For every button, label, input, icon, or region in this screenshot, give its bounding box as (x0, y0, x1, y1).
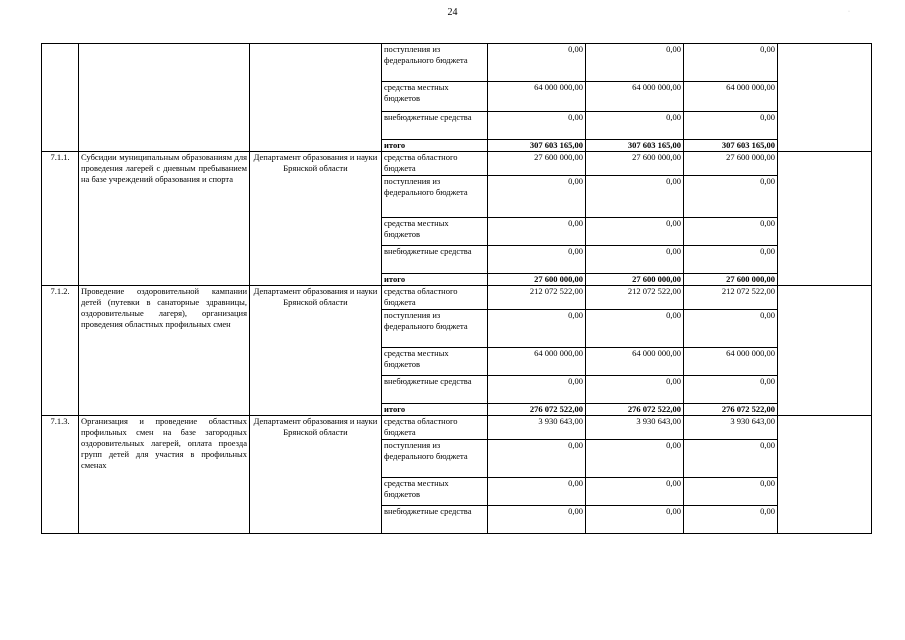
value-cell-1: 3 930 643,00 (488, 416, 586, 440)
item-title: Проведение оздоровительной кампании детей (путевки в санаторные здравницы, оздоровительные лагеря), организация проведения областных профильных смен (79, 286, 250, 416)
value-cell-2: 0,00 (586, 310, 684, 348)
source-cell: поступления из федерального бюджета (382, 440, 488, 478)
value-cell-1: 27 600 000,00 (488, 152, 586, 176)
value-cell-3: 0,00 (684, 310, 778, 348)
source-cell: средства местных бюджетов (382, 348, 488, 376)
source-cell: итого (382, 140, 488, 152)
executor-cell (250, 44, 382, 152)
value-cell-2: 0,00 (586, 376, 684, 404)
value-cell-3: 0,00 (684, 44, 778, 82)
value-cell-3: 0,00 (684, 376, 778, 404)
source-cell: поступления из федерального бюджета (382, 310, 488, 348)
item-executor: Департамент образования и науки Брянской области (250, 152, 382, 286)
value-cell-1: 0,00 (488, 310, 586, 348)
value-cell-2: 0,00 (586, 506, 684, 534)
table-row (42, 416, 872, 440)
source-cell: поступления из федерального бюджета (382, 44, 488, 82)
value-cell-2: 0,00 (586, 176, 684, 218)
page-number: 24 (447, 7, 458, 18)
item-number: 7.1.1. (42, 152, 79, 286)
item-executor: Департамент образования и науки Брянской области (250, 416, 382, 534)
value-cell-2: 0,00 (586, 44, 684, 82)
table-row (42, 286, 872, 310)
item-number: 7.1.3. (42, 416, 79, 534)
value-cell-2: 3 930 643,00 (586, 416, 684, 440)
source-cell: средства областного бюджета (382, 152, 488, 176)
value-cell-2: 0,00 (586, 112, 684, 140)
value-cell-3: 212 072 522,00 (684, 286, 778, 310)
value-cell-3: 0,00 (684, 176, 778, 218)
source-cell: средства местных бюджетов (382, 478, 488, 506)
value-cell-2: 27 600 000,00 (586, 152, 684, 176)
source-cell: средства местных бюджетов (382, 218, 488, 246)
source-cell: внебюджетные средства (382, 376, 488, 404)
value-cell-3: 64 000 000,00 (684, 82, 778, 112)
value-cell-3: 64 000 000,00 (684, 348, 778, 376)
value-cell-1: 64 000 000,00 (488, 82, 586, 112)
value-cell-1: 0,00 (488, 176, 586, 218)
value-cell-2: 0,00 (586, 218, 684, 246)
source-cell: средства местных бюджетов (382, 82, 488, 112)
value-cell-2: 276 072 522,00 (586, 404, 684, 416)
value-cell-1: 0,00 (488, 506, 586, 534)
source-cell: внебюджетные средства (382, 112, 488, 140)
value-cell-3: 0,00 (684, 112, 778, 140)
value-cell-2: 64 000 000,00 (586, 348, 684, 376)
number-cell (42, 44, 79, 152)
item-title: Организация и проведение областных профильных смен на базе загородных оздоровительных лагерей, оплата проезда групп детей для участия в профильных сменах (79, 416, 250, 534)
value-cell-1: 0,00 (488, 376, 586, 404)
value-cell-3: 307 603 165,00 (684, 140, 778, 152)
value-cell-1: 0,00 (488, 44, 586, 82)
value-cell-1: 307 603 165,00 (488, 140, 586, 152)
value-cell-2: 307 603 165,00 (586, 140, 684, 152)
value-cell-1: 0,00 (488, 112, 586, 140)
budget-table (41, 43, 872, 534)
value-cell-3: 0,00 (684, 478, 778, 506)
value-cell-1: 276 072 522,00 (488, 404, 586, 416)
value-cell-1: 0,00 (488, 440, 586, 478)
source-cell: средства областного бюджета (382, 286, 488, 310)
value-cell-1: 0,00 (488, 218, 586, 246)
value-cell-2: 64 000 000,00 (586, 82, 684, 112)
value-cell-3: 276 072 522,00 (684, 404, 778, 416)
value-cell-3: 0,00 (684, 246, 778, 274)
table-body (42, 44, 872, 534)
blank-cell (778, 44, 872, 152)
source-cell: поступления из федерального бюджета (382, 176, 488, 218)
blank-cell (778, 152, 872, 286)
value-cell-2: 0,00 (586, 440, 684, 478)
source-cell: итого (382, 404, 488, 416)
item-executor: Департамент образования и науки Брянской области (250, 286, 382, 416)
source-cell: внебюджетные средства (382, 246, 488, 274)
value-cell-3: 3 930 643,00 (684, 416, 778, 440)
value-cell-2: 212 072 522,00 (586, 286, 684, 310)
table-row (42, 152, 872, 176)
blank-cell (778, 416, 872, 534)
value-cell-3: 0,00 (684, 218, 778, 246)
item-number: 7.1.2. (42, 286, 79, 416)
value-cell-2: 0,00 (586, 246, 684, 274)
source-cell: средства областного бюджета (382, 416, 488, 440)
value-cell-3: 0,00 (684, 506, 778, 534)
value-cell-2: 0,00 (586, 478, 684, 506)
item-title: Субсидии муниципальным образованиям для проведения лагерей с дневным пребыванием на базе учреждений образования и спорта (79, 152, 250, 286)
value-cell-1: 64 000 000,00 (488, 348, 586, 376)
blank-cell (778, 286, 872, 416)
value-cell-1: 212 072 522,00 (488, 286, 586, 310)
value-cell-1: 0,00 (488, 478, 586, 506)
source-cell: итого (382, 274, 488, 286)
source-cell: внебюджетные средства (382, 506, 488, 534)
value-cell-2: 27 600 000,00 (586, 274, 684, 286)
scan-speck: · (848, 9, 850, 15)
value-cell-1: 27 600 000,00 (488, 274, 586, 286)
value-cell-3: 27 600 000,00 (684, 274, 778, 286)
value-cell-3: 0,00 (684, 440, 778, 478)
value-cell-1: 0,00 (488, 246, 586, 274)
value-cell-3: 27 600 000,00 (684, 152, 778, 176)
title-cell (79, 44, 250, 152)
table-row (42, 44, 872, 82)
